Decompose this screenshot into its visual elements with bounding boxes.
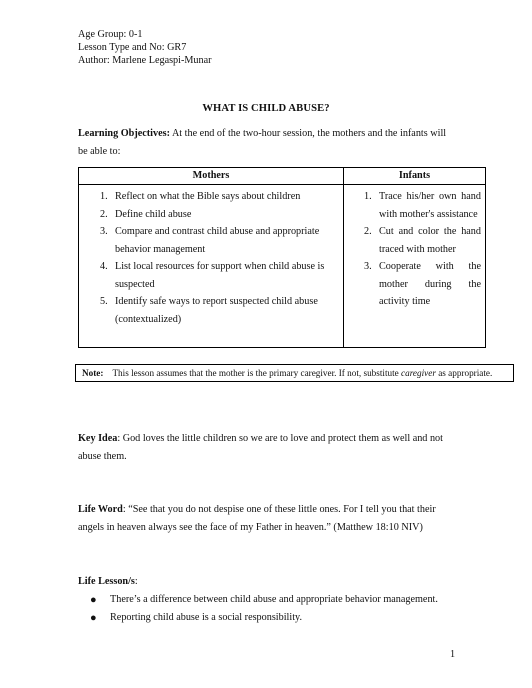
mothers-cell [79, 185, 344, 348]
list-item [344, 223, 485, 258]
list-item [344, 188, 485, 223]
note-box [75, 364, 514, 382]
list-item [79, 258, 343, 293]
infants-cell [344, 185, 485, 348]
life-lesson-list [78, 591, 478, 627]
page-number: 1 [450, 649, 456, 660]
header-mothers: Mothers [79, 168, 344, 184]
item-number: 3. [364, 261, 372, 272]
life-lesson-label: Life Lesson/s [78, 576, 135, 587]
bullet-icon: ● [90, 594, 97, 606]
item-text: There’s a difference between child abuse and appropriate behavior management. [110, 594, 438, 605]
list-item [79, 293, 343, 328]
infants-objectives-list [344, 185, 485, 311]
item-text: Cooperate with the mother during the activity time [379, 261, 481, 307]
key-idea-label: Key Idea [78, 433, 118, 444]
header-infants: Infants [398, 170, 431, 181]
item-number: 1. [100, 191, 108, 202]
item-text: Compare and contrast child abuse and appropriate behavior management [115, 226, 320, 255]
item-number: 3. [100, 226, 108, 237]
life-word-label: Life Word [78, 504, 123, 515]
key-idea-text-cont: abuse them. [78, 450, 127, 462]
list-item [78, 609, 478, 627]
item-text: Reflect on what the Bible says about children [115, 191, 301, 202]
item-number: 1. [364, 191, 372, 202]
learning-objectives-text-cont: be able to: [78, 145, 121, 157]
item-number: 5. [100, 296, 108, 307]
note-text: This lesson assumes that the mother is the primary caregiver. If not, substitute [112, 368, 402, 378]
note-italic-word: caregiver [401, 368, 436, 378]
table-body-row [79, 185, 485, 348]
item-text: List local resources for support when child abuse is suspected [115, 261, 325, 290]
page-title: WHAT IS CHILD ABUSE? [202, 103, 330, 114]
list-item [79, 223, 343, 258]
table-header-row [79, 168, 485, 185]
objectives-table [78, 167, 486, 348]
list-item [79, 206, 343, 224]
learning-objectives-label: Learning Objectives: [78, 128, 170, 139]
list-item [78, 591, 478, 609]
mothers-objectives-list [79, 185, 343, 328]
author: Author: Marlene Legaspi-Munar [78, 55, 212, 66]
lesson-header [78, 28, 212, 67]
key-idea [78, 430, 458, 465]
life-word-text-cont: angels in heaven always see the face of my Father in heaven.” (Matthew 18:10 NIV) [78, 521, 423, 533]
list-item [79, 188, 343, 206]
item-number: 2. [100, 208, 108, 220]
life-word-text: : “See that you do not despise one of these little ones. For I tell you that their [122, 504, 436, 515]
learning-objectives [78, 125, 458, 160]
item-text: Reporting child abuse is a social responsibility. [110, 612, 303, 623]
lesson-type: Lesson Type and No: GR7 [78, 42, 187, 53]
key-idea-text: : God loves the little children so we are to love and protect them as well and not [117, 433, 443, 444]
age-group: Age Group: 0-1 [78, 29, 143, 40]
item-number: 4. [100, 261, 108, 272]
item-text: Identify safe ways to report suspected child abuse (contextualized) [115, 296, 318, 325]
life-lesson-colon: : [134, 576, 138, 587]
note-text-end: as appropriate. [435, 368, 493, 378]
item-text: Trace his/her own hand with mother's assistance [379, 191, 481, 220]
life-word [78, 501, 458, 536]
learning-objectives-text: At the end of the two-hour session, the mothers and the infants will [169, 128, 447, 139]
item-text: Cut and color the hand traced with mother [379, 226, 481, 255]
bullet-icon: ● [90, 612, 97, 624]
item-number: 2. [364, 226, 372, 237]
life-lesson-heading [78, 573, 458, 591]
list-item [344, 258, 485, 311]
item-text: Define child abuse [115, 208, 192, 220]
note-label: Note: [82, 368, 104, 378]
